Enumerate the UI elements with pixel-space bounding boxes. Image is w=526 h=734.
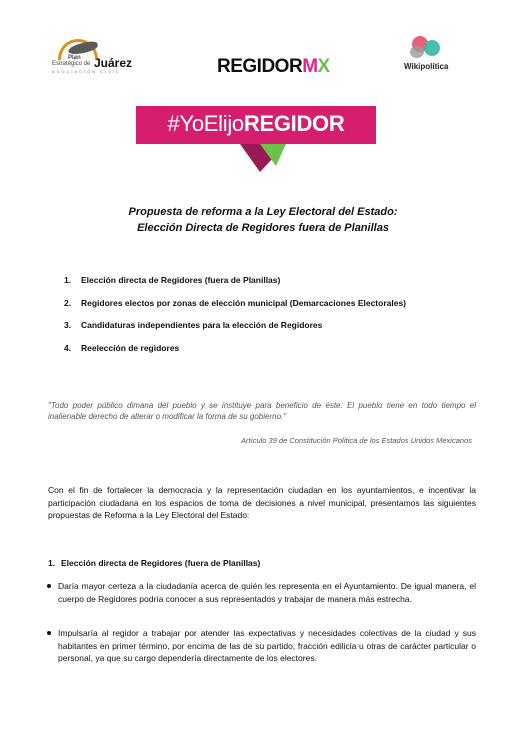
list-item [64, 275, 406, 298]
bullet-item [58, 627, 476, 665]
hashtag-regular: #YoElijo [167, 111, 244, 136]
mx-m-letter: M [302, 56, 318, 77]
document-title [40, 204, 486, 236]
hashtag-text [136, 111, 376, 137]
logo-plan-line3: Juárez [94, 56, 133, 70]
logo-plan-tagline: ASOCIACIÓN CIVIL [52, 69, 121, 74]
mx-x-letter: X [317, 56, 330, 77]
plan-estrategico-logo [50, 37, 140, 73]
bullet-text: Impulsaría al regidor a trabajar por atender las expectativas y necesidades colectivas de la ciudad y sus habitantes en primer término, por encima de las de su partido, fracción edilicia u otras de carácter particular o personal, ya que su cargo dependería directamente de los electores. [58, 628, 476, 663]
hashtag-banner [136, 106, 376, 144]
section-heading-text: Elección directa de Regidores (fuera de Planillas) [61, 558, 261, 568]
list-number: 3. [64, 320, 72, 330]
list-item [64, 343, 406, 366]
list-number: 4. [64, 342, 72, 353]
list-text: Reelección de regidores [81, 342, 180, 353]
quote-source: Artículo 39 de Constitución Política de los Estados Unidos Mexicanos [241, 436, 472, 445]
list-item [64, 298, 406, 321]
proposal-list [64, 275, 406, 365]
banner-tail-shapes [136, 144, 376, 174]
list-item [64, 320, 406, 343]
wikipolitica-logo [404, 34, 456, 76]
intro-paragraph: Con el fin de fortalecer la democracia y la representación ciudadan en los ayuntamientos, e incentivar la participación ciudadana en los espacios de toma de decisiones a nivel municipal, presentamos las siguientes propuestas de Reforma a la Ley Electoral del Estado: [48, 485, 476, 520]
bullet-text: Daría mayor certeza a la ciudadanía acerca de quién les representa en el Ayuntamiento. De igual manera, el cuerpo de Regidores podría conocer a sus representados y trabajar de manera más estrecha. [58, 581, 476, 604]
wikipolitica-label: Wikipolítica [404, 62, 449, 71]
section-number: 1. [48, 558, 56, 568]
teal-circle-icon [424, 40, 440, 56]
bullet-item [58, 580, 476, 605]
hashtag-bold: REGIDOR [243, 111, 345, 136]
list-number: 2. [64, 297, 72, 308]
list-number: 1. [64, 275, 72, 285]
bullet-dot-icon [47, 631, 51, 635]
regidor-word: REGIDOR [217, 56, 303, 77]
section-heading [48, 558, 260, 568]
constitution-quote: "Todo poder público dimana del pueblo y se instituye para beneficio de éste. El pueblo tiene en todo tiempo el inalienable derecho de alterar o modificar la forma de su gobierno." [48, 401, 476, 421]
list-text: Regidores electos por zonas de elección municipal (Demarcaciones Electorales) [81, 297, 407, 308]
grey-circle-icon [410, 46, 424, 58]
list-text: Elección directa de Regidores (fuera de Planillas) [81, 275, 281, 285]
regidormx-logo [217, 56, 330, 78]
title-line-2: Elección Directa de Regidores fuera de Planillas [137, 222, 389, 234]
title-line-1: Propuesta de reforma a la Ley Electoral del Estado: [128, 206, 398, 218]
logo-plan-line2: Estratégico de [52, 61, 91, 67]
logo-plan-line1: Plan [68, 55, 81, 61]
bullet-dot-icon [47, 584, 51, 588]
list-text: Candidaturas independientes para la elección de Regidores [81, 320, 323, 330]
